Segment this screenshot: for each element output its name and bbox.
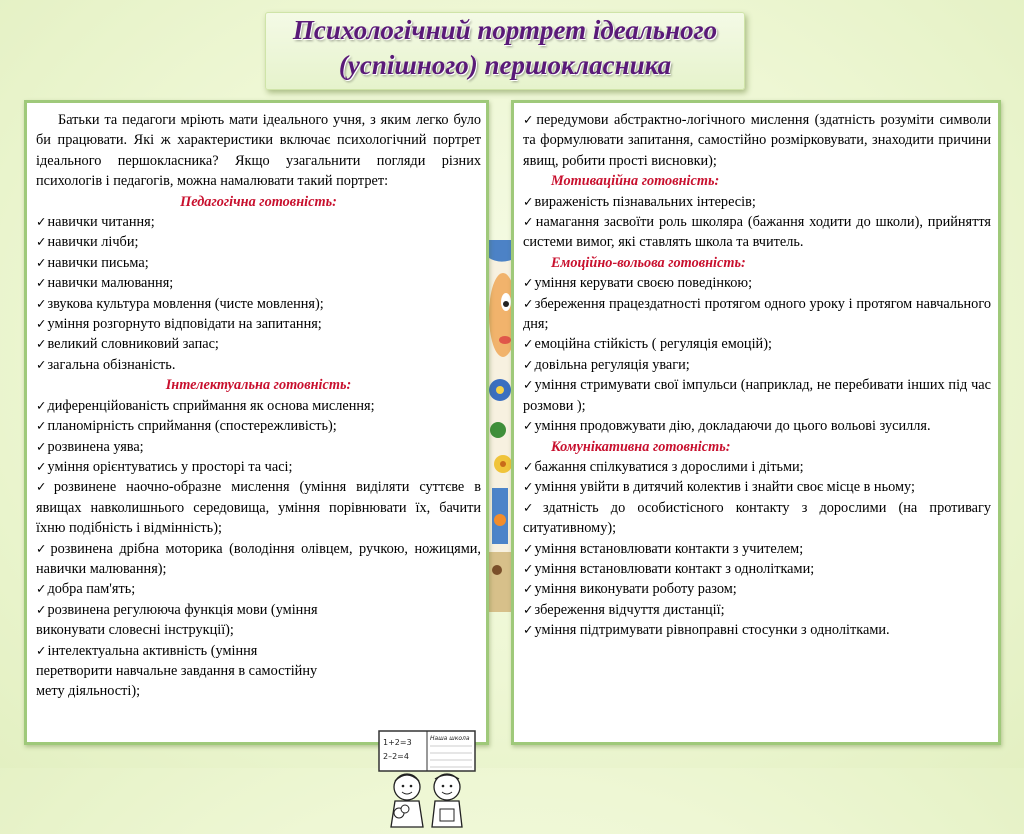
list-item: ✓ великий словниковий запас; xyxy=(36,334,481,354)
list-item: ✓ намагання засвоїти роль школяра (бажання ходити до школи), прийняття системи вимог, які ставлять школа та вчитель. xyxy=(523,212,991,253)
list-item: ✓ вираженість пізнавальних інтересів; xyxy=(523,192,991,212)
list-item: ✓ навички малювання; xyxy=(36,273,481,293)
list-item: ✓ розвинене наочно-образне мислення (уміння виділяти суттєве в явищах навколишнього середовища, уміння порівнювати їх, бачити їхню подібність і відмінність); xyxy=(36,477,481,538)
list-item: ✓ загальна обізнаність. xyxy=(36,355,481,375)
list-item: ✓ уміння розгорнуто відповідати на запитання; xyxy=(36,314,481,334)
list-item: ✓ інтелектуальна активність (уміння перетворити навчальне завдання в самостійну мету діяльності); xyxy=(36,641,336,702)
list-item: ✓ уміння продовжувати дію, докладаючи до цього вольові зусилля. xyxy=(523,416,991,436)
left-panel xyxy=(24,100,489,761)
list-item: ✓ довільна регуляція уваги; xyxy=(523,355,991,375)
children-at-blackboard-illustration xyxy=(377,729,477,829)
board-caption: Наша школа xyxy=(430,735,470,742)
list-item: ✓ уміння підтримувати рівноправні стосунки з однолітками. xyxy=(523,620,991,640)
list-item: ✓ уміння орієнтуватись у просторі та часі; xyxy=(36,457,481,477)
list-item: ✓ уміння встановлювати контакти з учителем; xyxy=(523,539,991,559)
board-text-2: 2–2=4 xyxy=(383,752,409,761)
list-item: ✓ уміння керувати своєю поведінкою; xyxy=(523,273,991,293)
heading-emotional: Емоційно-вольова готовність: xyxy=(551,254,746,271)
heading-pedagogical: Педагогічна готовність: xyxy=(180,193,337,210)
title-line-2: (успішного) першокласника xyxy=(338,50,672,80)
list-item: ✓ розвинена дрібна моторика (володіння олівцем, ручкою, ножицями, навички малювання); xyxy=(36,539,481,580)
title-line-1: Психологічний портрет ідеального xyxy=(292,15,718,45)
list-item: ✓ уміння стримувати свої імпульси (наприклад, не перебивати інших під час розмови ); xyxy=(523,375,991,416)
list-item: ✓ здатність до особистісного контакту з дорослими (на противагу ситуативному); xyxy=(523,498,991,539)
list-item: ✓ розвинена регулююча функція мови (уміння виконувати словесні інструкції); xyxy=(36,600,336,641)
list-item: ✓ диференційованість сприймання як основа мислення; xyxy=(36,396,481,416)
list-item: ✓ навички письма; xyxy=(36,253,481,273)
cartoon-background-image xyxy=(489,240,511,612)
list-item: ✓ розвинена уява; xyxy=(36,437,481,457)
list-item: ✓ передумови абстрактно-логічного мислення (здатність розуміти символи та формулювати запитання, самостійно розмірковувати, знаходити причини явищ, робити прості висновки); xyxy=(523,110,991,171)
heading-communicative: Комунікативна готовність: xyxy=(551,438,731,455)
list-item: ✓ добра пам'ять; xyxy=(36,579,481,599)
right-panel xyxy=(511,100,1001,745)
heading-intellectual: Інтелектуальна готовність: xyxy=(165,377,352,394)
list-item: ✓ емоційна стійкість ( регуляція емоцій); xyxy=(523,334,991,354)
slide-title xyxy=(265,12,745,90)
list-item: ✓ планомірність сприймання (спостережливість); xyxy=(36,416,481,436)
list-item: ✓ навички лічби; xyxy=(36,232,481,252)
list-item: ✓ уміння виконувати роботу разом; xyxy=(523,579,991,599)
board-text-1: 1+2=3 xyxy=(383,738,412,747)
list-item: ✓ збереження працездатності протягом одного уроку і протягом навчального дня; xyxy=(523,294,991,335)
list-item: ✓ навички читання; xyxy=(36,212,481,232)
heading-motivational: Мотиваційна готовність: xyxy=(551,173,720,190)
list-item: ✓ бажання спілкуватися з дорослими і дітьми; xyxy=(523,457,991,477)
intro-paragraph: Батьки та педагоги мріють мати ідеального учня, з яким легко було би працювати. Які ж характеристики включає психологічний портрет ідеального першокласника? Якщо узагальнити погляди різних психологів і педагогів, можна намалювати такий портрет: xyxy=(36,112,481,190)
list-item: ✓ уміння встановлювати контакт з однолітками; xyxy=(523,559,991,579)
list-item: ✓ уміння увійти в дитячий колектив і знайти своє місце в ньому; xyxy=(523,477,991,497)
list-item: ✓ звукова культура мовлення (чисте мовлення); xyxy=(36,294,481,314)
list-item: ✓ збереження відчуття дистанції; xyxy=(523,600,991,620)
